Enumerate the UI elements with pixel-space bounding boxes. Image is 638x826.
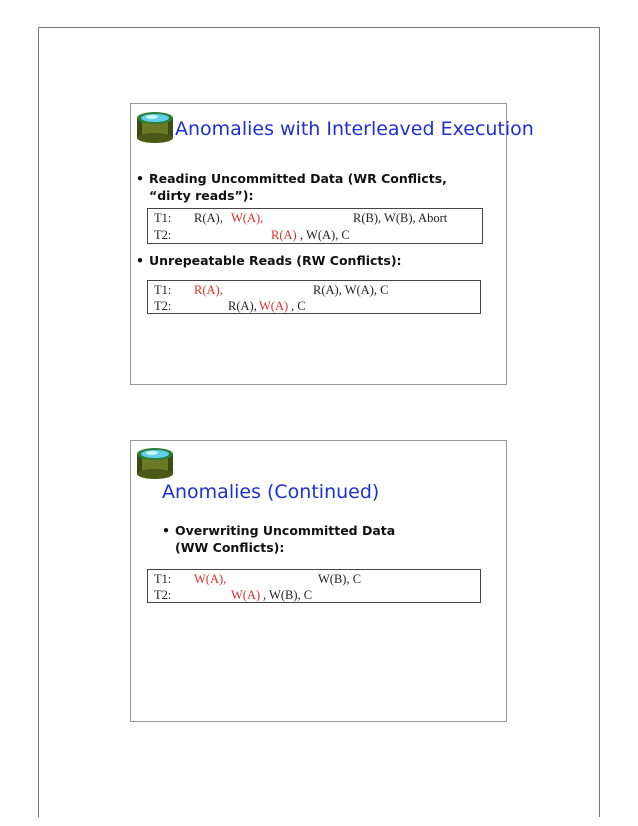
schedule-table-wr — [147, 208, 483, 244]
op-write-highlight: W(A) — [231, 588, 261, 602]
txn-label: T2: — [154, 588, 172, 602]
slide-title: Anomalies with Interleaved Execution — [175, 118, 534, 140]
txn-label: T1: — [154, 572, 172, 586]
schedule-table-ww — [147, 569, 481, 603]
txn-label: T2: — [154, 299, 172, 313]
bullet-rw-conflicts — [136, 252, 469, 269]
op-write-highlight: W(A), — [231, 211, 264, 225]
op-read-highlight: R(A) — [271, 228, 297, 242]
bullet-dot: • — [136, 171, 144, 186]
op-write-highlight: W(A), — [194, 572, 227, 586]
op-sequence: , C — [291, 299, 306, 313]
op-read: R(A), — [194, 211, 223, 225]
bullet-dot: • — [136, 253, 144, 268]
bullet-wr-conflicts — [136, 170, 469, 204]
txn-label: T1: — [154, 283, 172, 297]
txn-label: T1: — [154, 211, 172, 225]
op-sequence: R(A), W(A), C — [313, 283, 389, 297]
slide-1 — [130, 103, 534, 385]
op-sequence: , W(A), C — [300, 228, 350, 242]
database-disk-icon — [135, 110, 175, 144]
bullet-text: Reading Uncommitted Data (WR Conflicts, “dirty reads”): — [149, 171, 447, 203]
schedule-row-t2 — [154, 299, 474, 315]
schedule-row-t2 — [154, 588, 474, 604]
database-disk-icon — [135, 446, 175, 480]
bullet-dot: • — [162, 523, 170, 538]
schedule-row-t1 — [154, 283, 474, 299]
schedule-table-rw — [147, 280, 481, 314]
schedule-row-t1 — [154, 572, 474, 588]
op-read-highlight: R(A), — [194, 283, 223, 297]
op-read: R(A), — [228, 299, 257, 313]
schedule-row-t2 — [154, 228, 474, 244]
bullet-text: Overwriting Uncommitted Data (WW Conflicts): — [175, 523, 396, 555]
op-sequence: , W(B), C — [263, 588, 313, 602]
txn-label: T2: — [154, 228, 172, 242]
op-write-highlight: W(A) — [259, 299, 289, 313]
op-sequence: W(B), C — [318, 572, 362, 586]
op-sequence: R(B), W(B), Abort — [353, 211, 448, 225]
bullet-ww-conflicts — [162, 522, 425, 556]
bullet-text: Unrepeatable Reads (RW Conflicts): — [149, 253, 402, 268]
slide-2 — [130, 440, 507, 722]
slide-title: Anomalies (Continued) — [162, 481, 380, 503]
schedule-row-t1 — [154, 211, 474, 227]
